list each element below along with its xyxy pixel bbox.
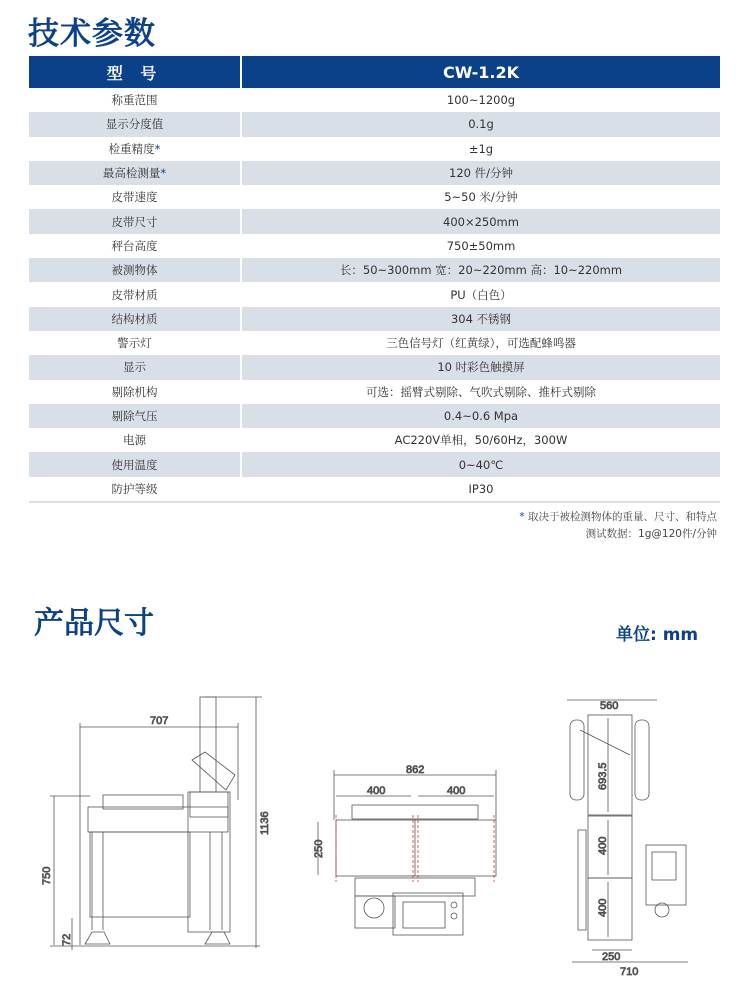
- spec-label-text: 显示分度值: [105, 117, 164, 132]
- spec-label-text: 剔除机构: [111, 384, 158, 399]
- spec-label-text: 使用温度: [111, 457, 158, 472]
- spec-label-text: 秤台高度: [111, 238, 158, 253]
- spec-value: 长：50~300mm 宽：20~220mm 高：10~220mm: [241, 258, 720, 282]
- top-view-drawing: [313, 764, 496, 935]
- dim-end-top-width: 560: [600, 700, 619, 712]
- spec-row: [29, 88, 720, 112]
- dim-belt-1: 400: [367, 785, 386, 797]
- spec-value: ±1g: [468, 141, 494, 156]
- model-value: CW-1.2K: [241, 56, 720, 88]
- spec-label-text: 结构材质: [111, 311, 158, 326]
- spec-value: 400×250mm: [241, 209, 720, 233]
- spec-label: [29, 428, 241, 452]
- spec-row: [29, 258, 720, 282]
- dim-seg-1: 400: [597, 836, 609, 855]
- footnote-star: *: [519, 511, 525, 523]
- spec-row: [29, 477, 720, 502]
- spec-row: [29, 307, 720, 331]
- spec-value: 0~40℃: [241, 452, 720, 476]
- dim-top-total: 862: [406, 764, 425, 776]
- spec-label-text: 防护等级: [111, 481, 158, 496]
- spec-label-text: 被测物体: [111, 263, 158, 278]
- spec-label: [29, 380, 241, 404]
- spec-label: [29, 355, 241, 379]
- spec-label: [29, 307, 241, 331]
- spec-value: 0.1g: [241, 112, 720, 136]
- dim-end-belt-width: 250: [602, 951, 621, 963]
- spec-label: [29, 161, 241, 185]
- side-view-drawing: [41, 697, 271, 950]
- spec-row: [29, 137, 720, 161]
- spec-footnote-star: *: [160, 166, 167, 181]
- dimension-drawings: [0, 660, 750, 991]
- spec-footnote-star: *: [154, 141, 161, 156]
- dim-tower-height: 693.5: [597, 762, 609, 790]
- model-label: 型 号: [29, 56, 241, 88]
- spec-value: 304 不锈钢: [241, 307, 720, 331]
- dim-end-total-width: 710: [620, 966, 639, 978]
- footnote-2: 测试数据：1g@120件/分钟: [585, 528, 717, 540]
- spec-label: [29, 331, 241, 355]
- spec-value: 100~1200g: [446, 93, 516, 108]
- spec-row: [29, 112, 720, 136]
- footnote-text-1: 取决于被检测物体的重量、尺寸、和特点: [528, 511, 717, 523]
- unit-label: 单位: mm: [616, 625, 699, 645]
- spec-row: [29, 234, 720, 258]
- dim-foot-height: 72: [61, 933, 73, 946]
- spec-label: [29, 234, 241, 258]
- spec-label: [29, 258, 241, 282]
- end-view-drawing: [567, 700, 688, 978]
- spec-label-text: 最高检测量: [102, 166, 161, 181]
- spec-value: 三色信号灯（红黄绿），可选配蜂鸣器: [386, 336, 576, 351]
- spec-row: [29, 185, 720, 209]
- dim-seg-2: 400: [597, 898, 609, 917]
- spec-value: PU（白色）: [450, 287, 512, 302]
- spec-label-text: 皮带速度: [111, 190, 158, 205]
- spec-header-row: [29, 56, 720, 88]
- spec-label: [29, 112, 241, 136]
- tech-params-title: 技术参数: [28, 16, 156, 52]
- spec-label: [29, 209, 241, 233]
- spec-value: 120 件/分钟: [241, 161, 720, 185]
- dim-side-width: 707: [150, 715, 169, 727]
- spec-value: AC220V单相，50/60Hz，300W: [394, 433, 568, 448]
- spec-label: [29, 185, 241, 209]
- spec-label: [29, 477, 241, 502]
- spec-value: IP30: [241, 477, 720, 502]
- spec-label: [29, 137, 241, 161]
- spec-value: 可选：摇臂式剔除、气吹式剔除、推杆式剔除: [366, 384, 596, 399]
- spec-label-text: 显示: [123, 360, 146, 375]
- spec-label: [29, 88, 241, 112]
- spec-label-text: 称重范围: [111, 93, 158, 108]
- footnote-1: [519, 509, 717, 524]
- spec-label-text: 警示灯: [117, 336, 152, 351]
- spec-label: [29, 452, 241, 476]
- spec-value: 0.4~0.6 Mpa: [241, 404, 720, 428]
- spec-label: [29, 404, 241, 428]
- spec-row: [29, 452, 720, 476]
- dim-table-height: 750: [41, 866, 53, 885]
- spec-value: 5~50 米/分钟: [444, 190, 518, 205]
- spec-label-text: 皮带尺寸: [111, 214, 158, 229]
- spec-label-text: 剔除气压: [111, 409, 158, 423]
- dim-side-height: 1136: [259, 811, 271, 835]
- spec-row: [29, 355, 720, 379]
- dim-belt-2: 400: [447, 785, 466, 797]
- spec-label-text: 皮带材质: [111, 287, 158, 302]
- spec-row: [29, 282, 720, 306]
- spec-value: 750±50mm: [446, 238, 516, 253]
- spec-row: [29, 428, 720, 452]
- spec-row: [29, 380, 720, 404]
- dim-belt-width: 250: [313, 839, 325, 858]
- spec-row: [29, 404, 720, 428]
- spec-row: [29, 209, 720, 233]
- dimensions-title: 产品尺寸: [34, 606, 154, 641]
- spec-row: [29, 161, 720, 185]
- spec-label: [29, 282, 241, 306]
- spec-row: [29, 331, 720, 355]
- spec-label-text: 电源: [123, 433, 146, 448]
- spec-table: [29, 56, 720, 503]
- spec-value: 10 吋彩色触摸屏: [241, 355, 720, 379]
- spec-label-text: 检重精度: [108, 141, 155, 156]
